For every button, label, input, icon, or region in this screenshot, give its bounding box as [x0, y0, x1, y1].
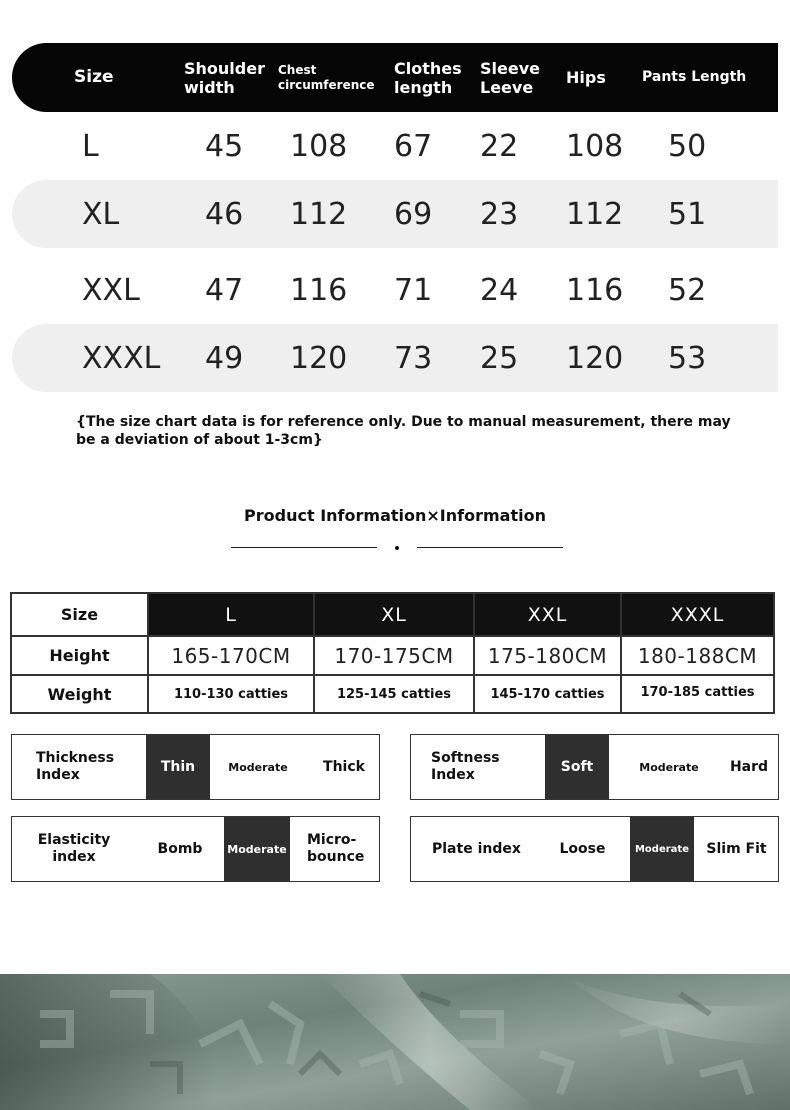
size-cell-clothes-length: 73 [394, 340, 433, 376]
title-divider-dot [395, 546, 399, 550]
size-cell-sleeve-length: 22 [480, 128, 519, 164]
size-chart-note: {The size chart data is for reference only. Due to manual measurement, there may be a deviation of about 1-3cm} [76, 414, 731, 448]
size-cell-chest: 120 [290, 340, 348, 376]
size-cell-shoulder-width: 45 [205, 128, 244, 164]
grid-line [620, 594, 622, 712]
fit-size-label: Size [60, 605, 99, 624]
size-row [12, 112, 778, 180]
fabric-texture-image [0, 974, 790, 1110]
size-cell-pants-length: 51 [668, 196, 707, 232]
title-divider-right [417, 547, 563, 548]
thickness-label: Thickness Index [36, 750, 115, 783]
fit-weight-xl: 125-145 catties [336, 686, 452, 702]
size-cell-chest: 116 [290, 272, 348, 308]
plate-option-moderate: Moderate [630, 817, 694, 881]
fit-height-xl: 170-175CM [334, 643, 454, 668]
fit-height-xxxl: 180-188CM [637, 643, 758, 668]
fit-weight-label: Weight [47, 684, 112, 704]
header-pants-length: Pants Length [642, 69, 747, 85]
elasticity-option-micro-bounce: Micro- bounce [307, 832, 365, 865]
size-cell-size: XXXL [82, 340, 161, 376]
size-row [12, 180, 778, 248]
grid-line [12, 674, 773, 676]
size-cell-clothes-length: 67 [394, 128, 433, 164]
size-cell-shoulder-width: 46 [205, 196, 244, 232]
fit-size-xxxl: XXXL [622, 594, 773, 635]
size-chart-header [12, 43, 778, 112]
grid-line [473, 594, 475, 712]
title-divider-left [231, 547, 377, 548]
plate-option-loose: Loose [559, 841, 606, 857]
elasticity-label: Elasticity index [37, 832, 111, 865]
grid-line [313, 594, 315, 712]
product-info-title: Product Information×Information [244, 506, 546, 525]
fit-height-label: Height [49, 646, 110, 665]
size-cell-sleeve-length: 25 [480, 340, 519, 376]
size-row [12, 256, 778, 324]
fit-size-l: L [149, 594, 313, 635]
header-hips: Hips [566, 68, 606, 87]
size-cell-size: L [82, 128, 99, 164]
size-cell-shoulder-width: 47 [205, 272, 244, 308]
fit-height-xxl: 175-180CM [487, 643, 608, 668]
plate-option-slim-fit: Slim Fit [706, 841, 767, 857]
thickness-option-thick: Thick [323, 759, 365, 775]
softness-label: Softness Index [431, 750, 500, 783]
elasticity-option-bomb: Bomb [157, 841, 203, 857]
size-cell-sleeve-length: 23 [480, 196, 519, 232]
grid-line [12, 635, 773, 637]
fit-weight-l: 110-130 catties [173, 686, 289, 702]
plate-label: Plate index [432, 840, 521, 857]
plate-index [410, 816, 779, 882]
size-cell-pants-length: 52 [668, 272, 707, 308]
size-row [12, 324, 778, 392]
thickness-option-thin: Thin [146, 735, 210, 799]
thickness-option-moderate: Moderate [228, 760, 288, 774]
size-cell-shoulder-width: 49 [205, 340, 244, 376]
size-cell-chest: 108 [290, 128, 348, 164]
fit-size-xl: XL [315, 594, 473, 635]
header-clothes-length: Clothes length [394, 58, 462, 97]
softness-option-soft: Soft [545, 735, 609, 799]
softness-index [410, 734, 779, 800]
fit-size-xxl: XXL [475, 594, 620, 635]
thickness-index [11, 734, 380, 800]
size-cell-hips: 116 [566, 272, 624, 308]
size-cell-hips: 108 [566, 128, 624, 164]
size-cell-chest: 112 [290, 196, 348, 232]
elasticity-index [11, 816, 380, 882]
size-cell-sleeve-length: 24 [480, 272, 519, 308]
size-cell-pants-length: 50 [668, 128, 707, 164]
fit-height-l: 165-170CM [171, 643, 291, 668]
size-cell-clothes-length: 69 [394, 196, 433, 232]
grid-line [147, 594, 149, 712]
size-cell-hips: 112 [566, 196, 624, 232]
size-cell-clothes-length: 71 [394, 272, 433, 308]
fit-weight-xxl: 145-170 catties [490, 686, 605, 702]
softness-option-hard: Hard [729, 759, 769, 775]
header-shoulder-width: Shoulder width [184, 58, 265, 97]
size-cell-pants-length: 53 [668, 340, 707, 376]
header-chest-circumference: Chest circumference [278, 62, 375, 92]
size-cell-size: XXL [82, 272, 140, 308]
size-cell-hips: 120 [566, 340, 624, 376]
fit-weight-xxxl: 170-185 catties [640, 684, 755, 700]
fit-table [10, 592, 775, 714]
header-size: Size [74, 67, 114, 87]
header-sleeve-length: Sleeve Leeve [480, 58, 540, 97]
softness-option-moderate: Moderate [639, 760, 699, 774]
size-cell-size: XL [82, 196, 120, 232]
elasticity-option-moderate: Moderate [224, 817, 290, 881]
